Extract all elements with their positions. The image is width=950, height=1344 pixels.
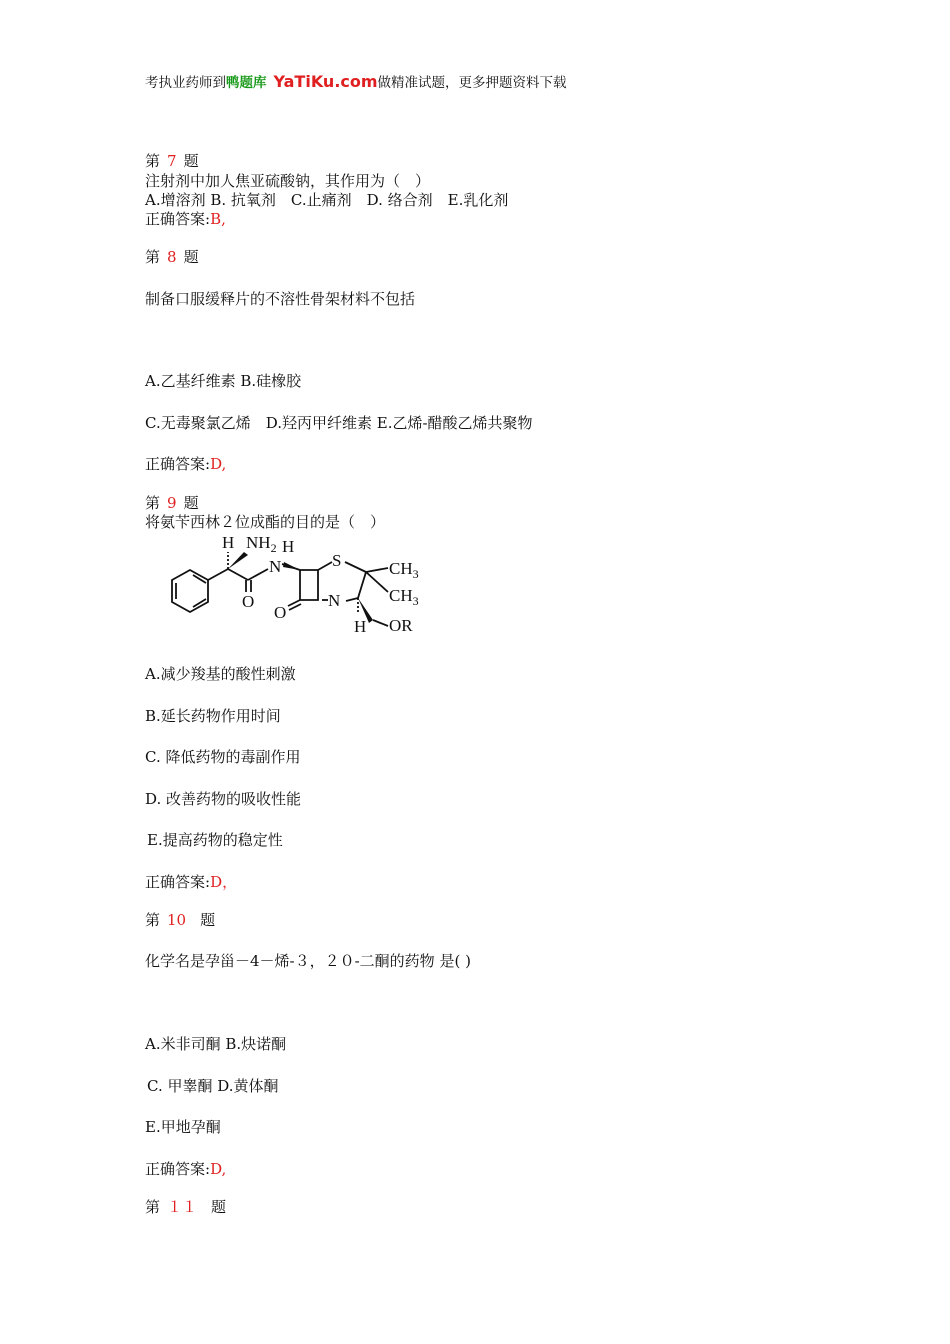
- q10-stem: 化学名是孕甾－4－烯-３，２０-二酮的药物 是( ): [145, 952, 471, 970]
- atom-n-ring: N: [328, 591, 341, 610]
- q10-answer-label: 正确答案:: [145, 1160, 211, 1178]
- q8-lead: 第: [145, 248, 161, 266]
- s-c2-bond: [345, 562, 366, 572]
- q7-number: 7: [167, 152, 177, 170]
- q8-options-line1: A.乙基纤维素 B.硅橡胶: [145, 372, 302, 390]
- q7-options: A.增溶剂 B. 抗氧剂 C.止痛剂 D. 络合剂 E.乳化剂: [145, 191, 509, 209]
- q9-title: [145, 493, 199, 513]
- q11-tail: 题: [211, 1198, 227, 1216]
- atom-o-carbonyl: O: [242, 592, 255, 611]
- atom-h-amide: H: [282, 537, 295, 556]
- q11-title: [145, 1197, 226, 1217]
- header-site-en[interactable]: YaTiKu.com: [273, 72, 378, 91]
- atom-nh2-text: NH: [246, 533, 271, 552]
- nh2-wedge: [228, 552, 248, 569]
- methyl-b-bond: [366, 572, 388, 592]
- c2-c3-bond: [358, 572, 366, 598]
- c3-n-bond: [346, 598, 358, 601]
- q10-number: 10: [167, 911, 187, 929]
- q7-stem: 注射剂中加人焦亚硫酸钠，其作用为（ ）: [145, 172, 431, 190]
- q9-answer-value: D，: [210, 873, 238, 891]
- atom-nh2-sub: 2: [270, 541, 277, 555]
- atom-ch3-b-text: CH: [389, 586, 413, 605]
- atom-s: S: [332, 551, 342, 570]
- q7-answer-value: B,: [210, 210, 226, 228]
- q7-tail: 题: [183, 152, 199, 170]
- atom-ch3-a-sub: 3: [412, 567, 419, 581]
- q7-answer-label: 正确答案:: [145, 210, 211, 228]
- methyl-a-bond: [366, 568, 388, 572]
- q8-answer-label: 正确答案:: [145, 455, 211, 473]
- q8-options-line2: C.无毒聚氯乙烯 D.羟丙甲纤维素 E.乙烯-醋酸乙烯共聚物: [145, 414, 533, 432]
- c5-s-bond: [318, 562, 332, 570]
- q9-stem: 将氨苄西林２位成酯的目的是（ ）: [145, 513, 386, 531]
- c6-wedge: [283, 562, 300, 570]
- atom-ch3-b-sub: 3: [412, 594, 419, 608]
- header-prefix: 考执业药师到: [145, 75, 226, 91]
- phenyl-alpha-bond: [208, 569, 228, 580]
- atom-ch3-a: [389, 559, 419, 581]
- q8-answer-value: D,: [210, 455, 227, 473]
- q9-lead: 第: [145, 494, 161, 512]
- q9-tail: 题: [183, 494, 199, 512]
- q7-answer: [145, 209, 226, 229]
- ampicillin-ester-structure: [160, 528, 460, 640]
- atom-nh2: [246, 533, 277, 555]
- carbonyl-n-bond: [248, 569, 268, 580]
- q7-title: [145, 151, 199, 171]
- atom-ch3-a-text: CH: [389, 559, 413, 578]
- q9-option-e: E.提高药物的稳定性: [147, 831, 283, 849]
- q9-answer: [145, 872, 237, 892]
- q10-lead: 第: [145, 911, 161, 929]
- q10-options-line3: E.甲地孕酮: [145, 1118, 221, 1136]
- q9-option-c: C. 降低药物的毒副作用: [145, 748, 301, 766]
- q9-number: 9: [167, 494, 177, 512]
- q10-title: [145, 910, 215, 930]
- q8-title: [145, 247, 199, 267]
- q9-option-a: A.减少羧基的酸性刺激: [145, 665, 296, 683]
- q10-answer: [145, 1159, 226, 1179]
- q9-option-d: D. 改善药物的吸收性能: [145, 790, 302, 808]
- q8-stem: 制备口服缓释片的不溶性骨架材料不包括: [145, 290, 416, 308]
- q9-option-b: B.延长药物作用时间: [145, 707, 281, 725]
- q11-lead: 第: [145, 1198, 161, 1216]
- q10-options-line2: C. 甲睾酮 D.黄体酮: [147, 1077, 279, 1095]
- q9-answer-label: 正确答案:: [145, 873, 211, 891]
- atom-h-bottom: H: [354, 617, 367, 636]
- header-site-cn: 鸭题库: [226, 75, 267, 91]
- atom-n-amide: N: [269, 557, 282, 576]
- q8-answer: [145, 454, 226, 474]
- lactam-right-bottom: [300, 570, 318, 600]
- q11-number: １１: [167, 1198, 198, 1216]
- atom-h-top: H: [222, 533, 235, 552]
- benzene-ring: [172, 570, 208, 612]
- alpha-carbonyl-bond: [228, 569, 248, 580]
- q8-tail: 题: [183, 248, 199, 266]
- page-header: [145, 72, 567, 93]
- q10-options-line1: A.米非司酮 B.炔诺酮: [145, 1035, 287, 1053]
- ester-arm-2: [373, 620, 388, 626]
- atom-or: OR: [389, 616, 413, 635]
- atom-o-lactam: O: [274, 603, 287, 622]
- atom-ch3-b: [389, 586, 419, 608]
- q7-lead: 第: [145, 152, 161, 170]
- q10-answer-value: D,: [210, 1160, 227, 1178]
- q10-tail: 题: [200, 911, 216, 929]
- q8-number: 8: [167, 248, 177, 266]
- header-suffix: 做精准试题，更多押题资料下载: [377, 75, 567, 91]
